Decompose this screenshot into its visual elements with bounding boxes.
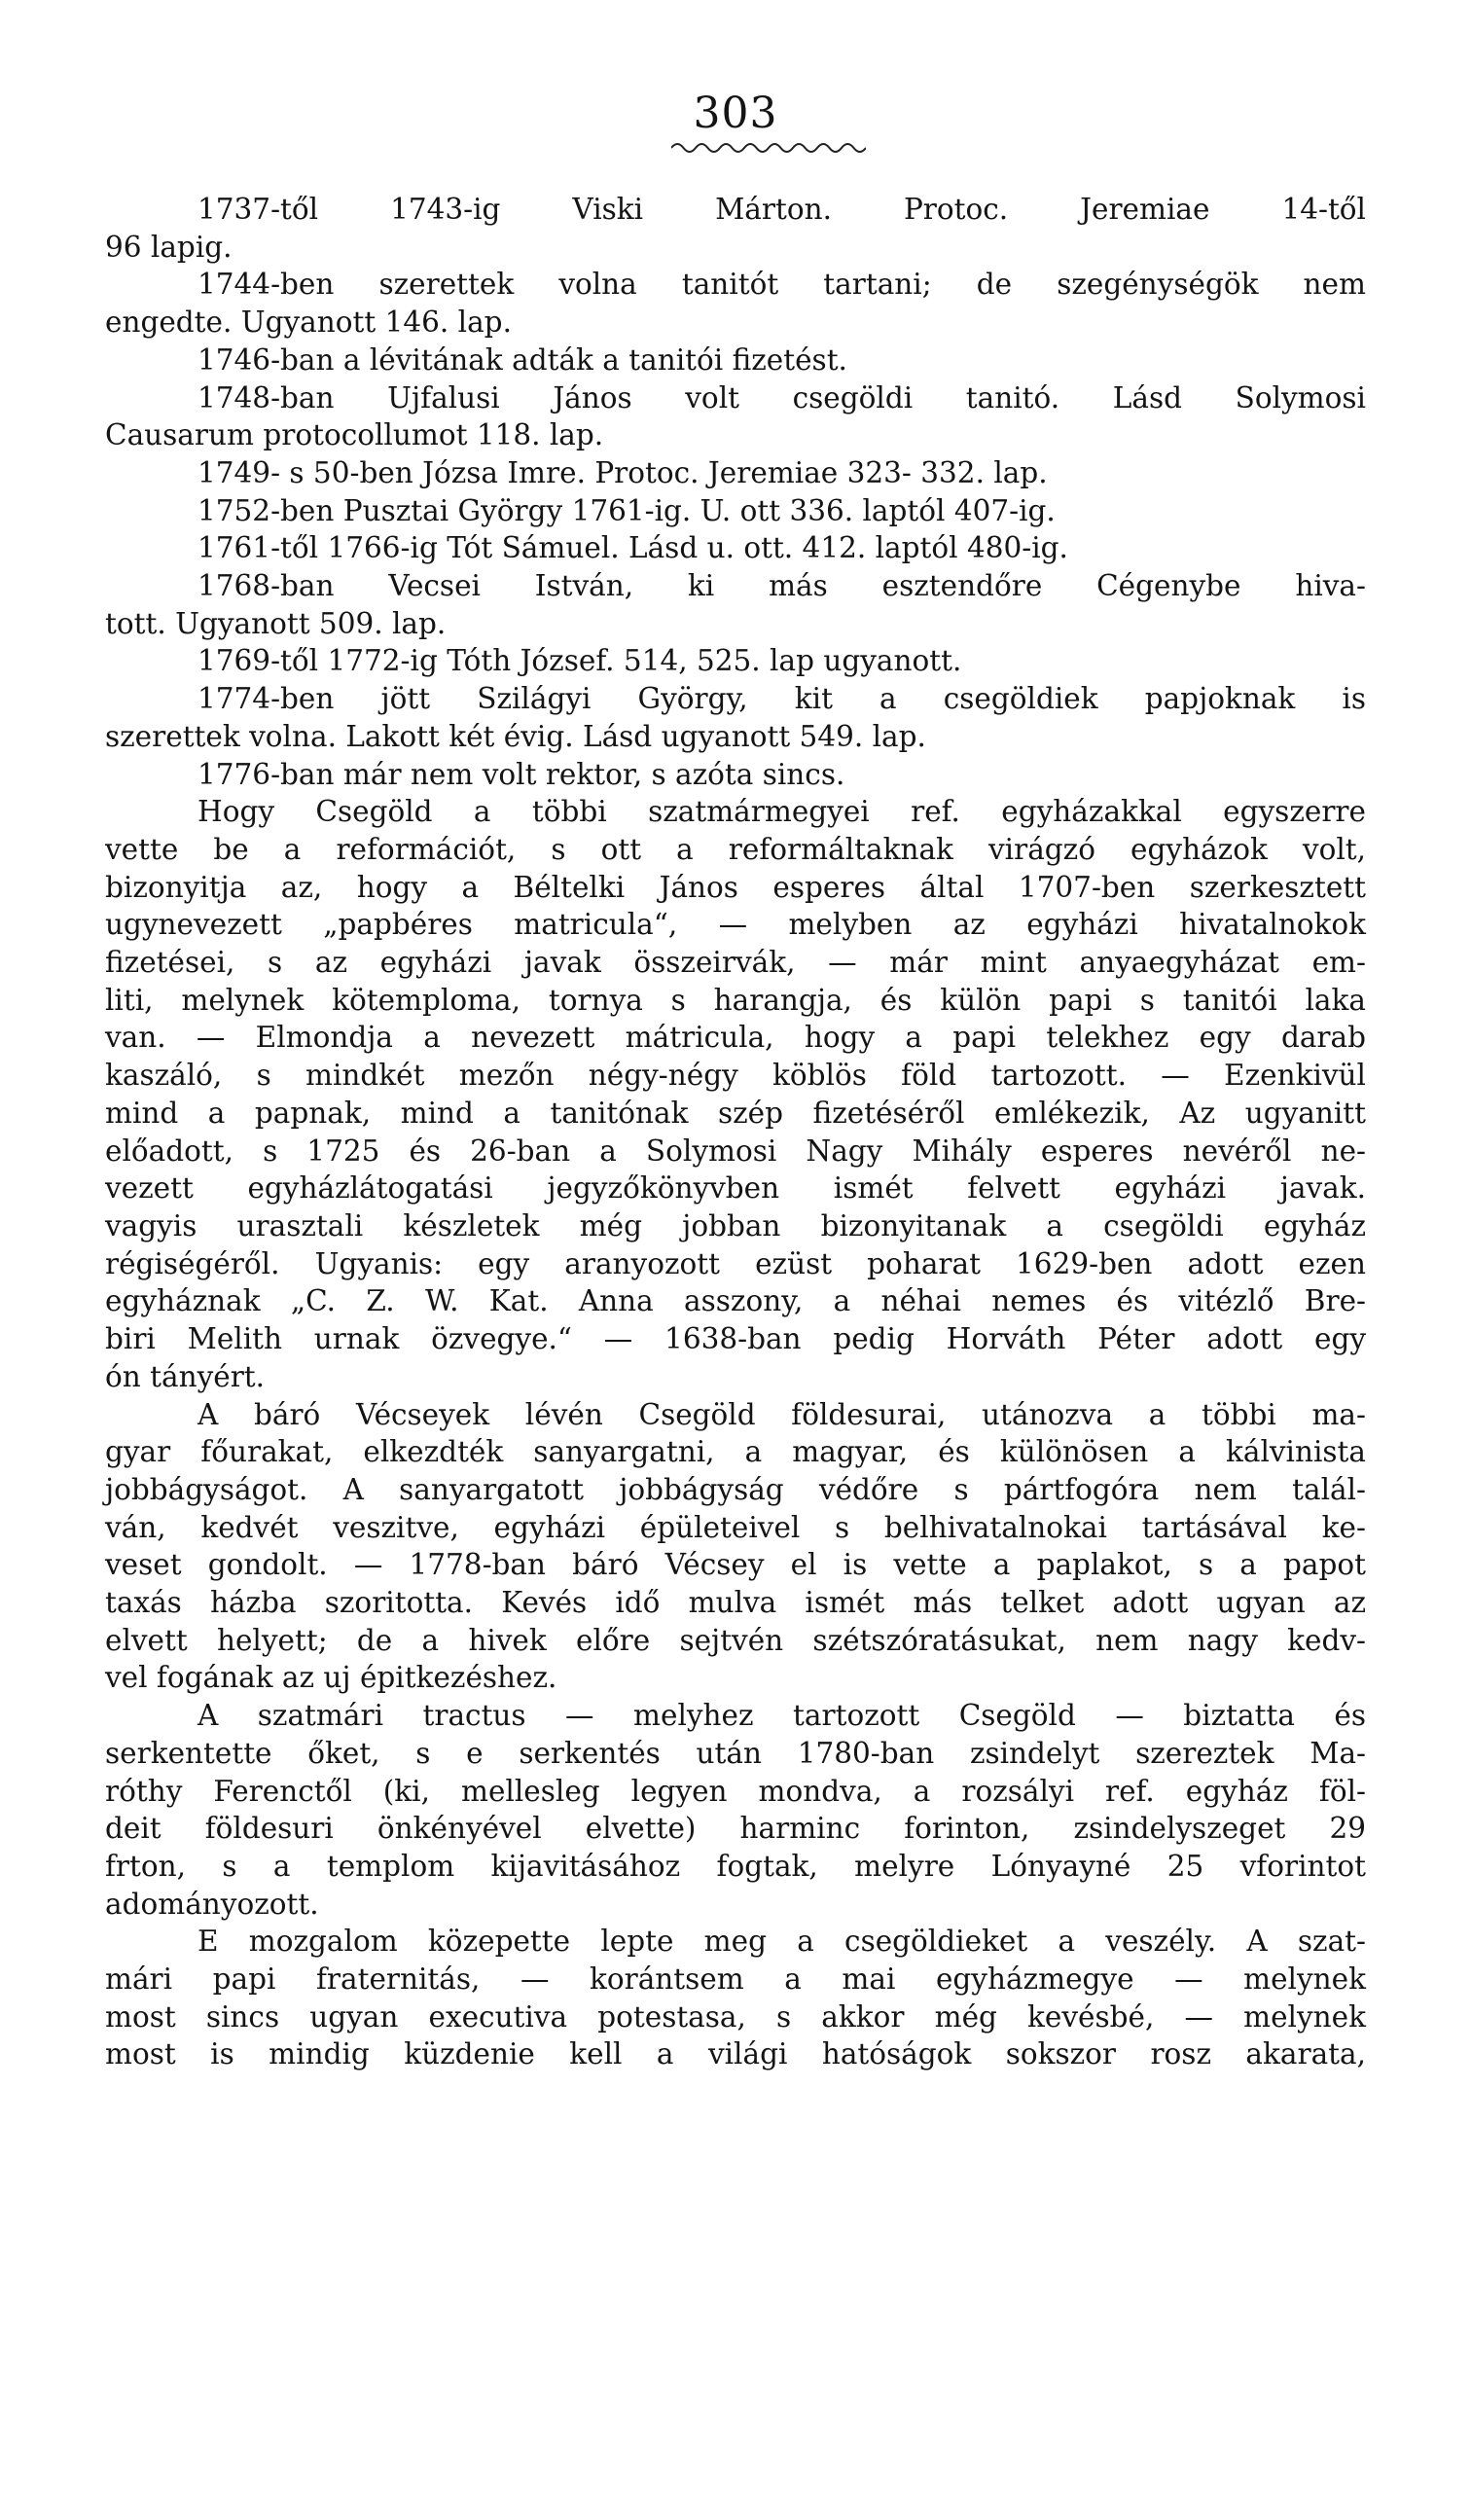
page-number: 303 (693, 89, 778, 138)
text-line: 1774-ben jött Szilágyi György, kit a csegöldiek papjoknak is (197, 682, 1366, 716)
text-line: 1748-ban Ujfalusi János volt csegöldi tanitó. Lásd Solymosi (197, 380, 1366, 414)
text-line: gyar főurakat, elkezdték sanyargatni, a magyar, és különösen a kálvinista (105, 1435, 1366, 1469)
text-line: 1744-ben szerettek volna tanitót tartani; de szegénységök nem (197, 268, 1366, 302)
wavy-rule-ornament (671, 140, 866, 156)
text-line: elvett helyett; de a hivek előre sejtvén szétszóratásukat, nem nagy kedv- (105, 1623, 1366, 1657)
text-line: régiségéről. Ugyanis: egy aranyozott ezüst poharat 1629-ben adott ezen (105, 1246, 1366, 1280)
text-line: ugynevezett „papbéres matricula“, — melyben az egyházi hivatalnokok (105, 908, 1366, 942)
text-line: előadott, s 1725 és 26-ban a Solymosi Nagy Mihály esperes nevéről ne- (105, 1134, 1366, 1168)
text-line: róthy Ferenctől (ki, mellesleg legyen mondva, a rozsályi ref. egyház föl- (105, 1774, 1366, 1808)
text-line: tott. Ugyanott 509. lap. (105, 606, 447, 640)
text-line: engedte. Ugyanott 146. lap. (105, 306, 512, 340)
text-line: 1776-ban már nem volt rektor, s azóta sincs. (197, 757, 845, 791)
text-line: Causarum protocollumot 118. lap. (105, 418, 604, 452)
text-line: bizonyitja az, hogy a Béltelki János esperes által 1707-ben szerkesztett (105, 870, 1366, 904)
text-line: E mozgalom közepette lepte meg a csegöldieket a veszély. A szat- (197, 1925, 1366, 1959)
text-line: 1769-től 1772-ig Tóth József. 514, 525. lap ugyanott. (197, 644, 962, 678)
text-line: ón tányért. (105, 1359, 266, 1393)
text-line: vel fogának az uj épitkezéshez. (105, 1661, 557, 1695)
text-line: mind a papnak, mind a tanitónak szép fizetéséről emlékezik, Az ugyanitt (105, 1096, 1366, 1130)
text-line: mári papi fraternitás, — korántsem a mai egyházmegye — melynek (105, 1962, 1366, 1997)
text-line: fizetései, s az egyházi javak összeirvák, — már mint anyaegyházat em- (105, 946, 1366, 980)
text-line: 1749- s 50-ben Józsa Imre. Protoc. Jeremiae 323- 332. lap. (197, 455, 1048, 489)
text-line: 1746-ban a lévitának adták a tanitói fizetést. (197, 342, 847, 377)
text-line: szerettek volna. Lakott két évig. Lásd ugyanott 549. lap. (105, 719, 926, 753)
body-text (105, 191, 1366, 2073)
text-line: ván, kedvét veszitve, egyházi épületeivel s belhivatalnokai tartásával ke- (105, 1510, 1366, 1544)
text-line: serkentette őket, s e serkentés után 1780-ban zsindelyt szereztek Ma- (105, 1736, 1366, 1770)
text-line: 1737-től 1743-ig Viski Márton. Protoc. Jeremiae 14-től (197, 193, 1366, 226)
text-line: vagyis urasztali készletek még jobban bizonyitanak a csegöldi egyház (105, 1208, 1366, 1242)
text-line: 1768-ban Vecsei István, ki más esztendőre Cégenybe hiva- (197, 569, 1366, 603)
text-line: vezett egyházlátogatási jegyzőkönyvben ismét felvett egyházi javak. (105, 1171, 1366, 1206)
text-line: A báró Vécseyek lévén Csegöld földesurai, utánozva a többi ma- (197, 1397, 1366, 1431)
text-line: vette be a reformációt, s ott a reformáltaknak virágzó egyházok volt, (105, 832, 1366, 866)
text-line: liti, melynek kötemploma, tornya s harangja, és külön papi s tanitói laka (105, 983, 1366, 1017)
text-line: most sincs ugyan executiva potestasa, s akkor még kevésbé, — melynek (105, 1999, 1366, 2034)
text-line: 96 lapig. (105, 230, 233, 264)
text-line: 1752-ben Pusztai György 1761-ig. U. ott 336. laptól 407-ig. (197, 493, 1056, 527)
text-line: most is mindig küzdenie kell a világi hatóságok sokszor rosz akarata, (105, 2037, 1366, 2071)
text-line: biri Melith urnak özvegye.“ — 1638-ban pedig Horváth Péter adott egy (105, 1322, 1366, 1356)
text-line: A szatmári tractus — melyhez tartozott Csegöld — biztatta és (197, 1699, 1366, 1733)
text-line: Hogy Csegöld a többi szatmármegyei ref. egyházakkal egyszerre (197, 795, 1366, 829)
text-line: kaszáló, s mindkét mezőn négy-négy köblös föld tartozott. — Ezenkivül (105, 1059, 1366, 1093)
text-line: taxás házba szoritotta. Kevés idő mulva ismét más telket adott ugyan az (105, 1586, 1366, 1620)
text-line: frton, s a templom kijavitásához fogtak, melyre Lónyayné 25 vforintot (105, 1849, 1366, 1883)
text-line: jobbágyságot. A sanyargatott jobbágyság védőre s pártfogóra nem talál- (105, 1472, 1366, 1506)
text-line: 1761-től 1766-ig Tót Sámuel. Lásd u. ott. 412. laptól 480-ig. (197, 531, 1068, 565)
text-line: egyháznak „C. Z. W. Kat. Anna asszony, a néhai nemes és vitézlő Bre- (105, 1284, 1366, 1318)
text-line: deit földesuri önkényével elvette) harminc forinton, zsindelyszeget 29 (105, 1812, 1366, 1846)
text-line: adományozott. (105, 1887, 319, 1921)
text-line: van. — Elmondja a nevezett mátricula, hogy a papi telekhez egy darab (105, 1021, 1366, 1055)
text-line: veset gondolt. — 1778-ban báró Vécsey el is vette a paplakot, s a papot (105, 1548, 1366, 1582)
